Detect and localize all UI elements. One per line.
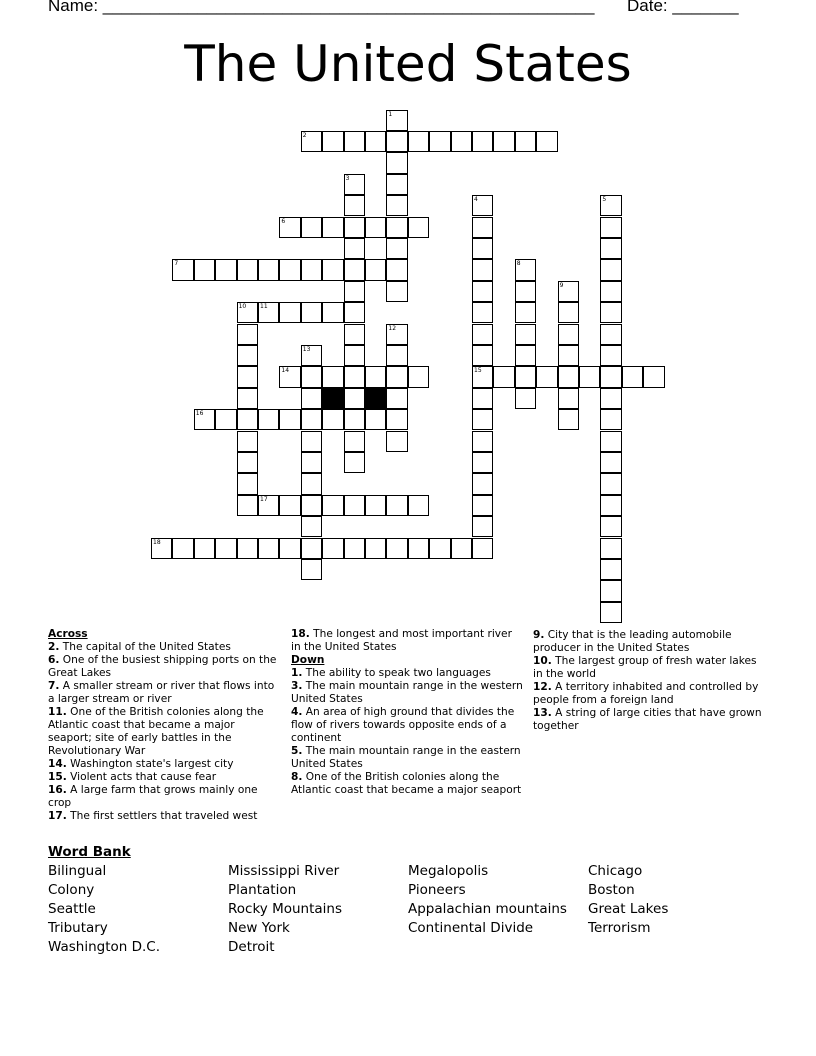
grid-cell[interactable]	[579, 366, 600, 387]
grid-cell[interactable]	[301, 366, 322, 387]
clues-column-1	[48, 628, 280, 823]
page-title: The United States	[184, 35, 632, 93]
grid-cell[interactable]	[301, 473, 322, 494]
grid-cell[interactable]	[322, 217, 343, 238]
grid-cell[interactable]	[386, 366, 407, 387]
grid-cell[interactable]	[386, 324, 407, 345]
date-field-label[interactable]: Date: _______	[627, 0, 739, 15]
grid-cell[interactable]	[301, 538, 322, 559]
clues-column-3	[533, 629, 765, 733]
clue	[533, 681, 765, 707]
clue	[48, 784, 280, 810]
grid-cell[interactable]	[344, 195, 365, 216]
grid-cell[interactable]	[365, 366, 386, 387]
grid-cell[interactable]	[472, 195, 493, 216]
grid-cell[interactable]	[558, 302, 579, 323]
grid-cell[interactable]	[472, 538, 493, 559]
grid-cell[interactable]	[215, 409, 236, 430]
grid-cell[interactable]	[194, 538, 215, 559]
black-cell	[322, 388, 343, 409]
clue	[48, 771, 280, 784]
word-bank-word: Detroit	[228, 939, 275, 955]
grid-cell[interactable]	[493, 366, 514, 387]
word-bank-word: Boston	[588, 882, 635, 898]
clue-number: 2	[302, 131, 307, 139]
grid-cell[interactable]	[472, 324, 493, 345]
clue	[533, 655, 765, 681]
clue-text: An area of high ground that divides the flow of rivers towards opposite ends of a continent	[291, 706, 515, 744]
grid-cell[interactable]	[386, 152, 407, 173]
grid-cell[interactable]	[365, 131, 386, 152]
grid-cell[interactable]	[515, 388, 536, 409]
word-bank-title: Word Bank	[48, 844, 131, 860]
grid-cell[interactable]	[194, 409, 215, 430]
grid-cell[interactable]	[515, 259, 536, 280]
word-bank-word: Plantation	[228, 882, 297, 898]
clue-number: 12	[388, 324, 397, 332]
grid-cell[interactable]	[600, 324, 621, 345]
clue-number: 7	[174, 260, 179, 268]
grid-cell[interactable]	[429, 538, 450, 559]
word-bank-column-1	[48, 862, 160, 957]
grid-cell[interactable]	[472, 345, 493, 366]
grid-cell[interactable]	[344, 452, 365, 473]
grid-cell[interactable]	[279, 538, 300, 559]
grid-cell[interactable]	[536, 366, 557, 387]
grid-cell[interactable]	[600, 409, 621, 430]
grid-cell[interactable]	[600, 366, 621, 387]
down-clue-list	[291, 667, 523, 797]
clue-number: 3	[345, 174, 350, 182]
grid-cell[interactable]	[408, 131, 429, 152]
word-bank-word: Megalopolis	[408, 863, 489, 879]
word-bank-word: Appalachian mountains	[408, 901, 567, 917]
grid-cell[interactable]	[344, 131, 365, 152]
word-bank-word: Seattle	[48, 901, 96, 917]
grid-cell[interactable]	[344, 302, 365, 323]
clue-number: 11	[260, 303, 268, 311]
grid-cell[interactable]	[600, 473, 621, 494]
word-bank-word: Tributary	[48, 920, 108, 936]
grid-cell[interactable]	[386, 388, 407, 409]
clue-number: 8.	[291, 771, 303, 783]
grid-cell[interactable]	[172, 259, 193, 280]
grid-cell[interactable]	[344, 174, 365, 195]
grid-cell[interactable]	[344, 324, 365, 345]
clue-number: 14	[281, 367, 290, 375]
grid-cell[interactable]	[279, 302, 300, 323]
grid-cell[interactable]	[558, 366, 579, 387]
clue-number: 5	[602, 196, 607, 204]
grid-cell[interactable]	[344, 345, 365, 366]
grid-cell[interactable]	[301, 559, 322, 580]
grid-cell[interactable]	[237, 388, 258, 409]
grid-cell[interactable]	[386, 431, 407, 452]
clue-text: The capital of the United States	[59, 641, 231, 653]
grid-cell[interactable]	[322, 302, 343, 323]
grid-cell[interactable]	[344, 238, 365, 259]
grid-cell[interactable]	[279, 495, 300, 516]
grid-cell[interactable]	[386, 259, 407, 280]
word-bank-column-2	[228, 862, 342, 957]
grid-cell[interactable]	[408, 366, 429, 387]
clue-text: The largest group of fresh water lakes in the world	[533, 655, 757, 680]
clue-text: A territory inhabited and controlled by people from a foreign land	[533, 681, 759, 706]
grid-cell[interactable]	[301, 259, 322, 280]
clue-number: 6.	[48, 654, 60, 666]
grid-cell[interactable]	[386, 174, 407, 195]
grid-cell[interactable]	[451, 538, 472, 559]
grid-cell[interactable]	[365, 217, 386, 238]
clue	[291, 680, 523, 706]
grid-cell[interactable]	[600, 195, 621, 216]
grid-cell[interactable]	[408, 495, 429, 516]
grid-cell[interactable]	[536, 131, 557, 152]
grid-cell[interactable]	[386, 195, 407, 216]
clue	[48, 810, 280, 823]
clue-text: Washington state's largest city	[66, 758, 234, 770]
clue-number: 17.	[48, 810, 67, 822]
clue-text: The ability to speak two languages	[302, 667, 491, 679]
across-heading: Across	[48, 628, 88, 640]
grid-cell[interactable]	[237, 473, 258, 494]
grid-cell[interactable]	[365, 495, 386, 516]
grid-cell[interactable]	[344, 431, 365, 452]
grid-cell[interactable]	[322, 409, 343, 430]
grid-cell[interactable]	[600, 259, 621, 280]
grid-cell[interactable]	[365, 259, 386, 280]
clue-number: 13	[302, 345, 311, 353]
word-bank-word: New York	[228, 920, 290, 936]
clue-number: 13.	[533, 707, 552, 719]
grid-cell[interactable]	[600, 516, 621, 537]
grid-cell[interactable]	[258, 409, 279, 430]
grid-cell[interactable]	[472, 281, 493, 302]
clue-number: 15	[474, 367, 482, 375]
grid-cell[interactable]	[172, 538, 193, 559]
across-clue-list-continued	[291, 628, 523, 654]
down-heading: Down	[291, 654, 325, 666]
grid-cell[interactable]	[386, 495, 407, 516]
grid-cell[interactable]	[194, 259, 215, 280]
clue	[291, 628, 523, 654]
word-bank-word: Bilingual	[48, 863, 107, 879]
clue-text: City that is the leading automobile producer in the United States	[533, 629, 732, 654]
grid-cell[interactable]	[344, 281, 365, 302]
word-bank-word: Chicago	[588, 863, 643, 879]
clue-number: 17	[260, 495, 268, 503]
grid-cell[interactable]	[322, 495, 343, 516]
grid-cell[interactable]	[344, 495, 365, 516]
grid-cell[interactable]	[322, 538, 343, 559]
clue-text: One of the busiest shipping ports on the Great Lakes	[48, 654, 277, 679]
grid-cell[interactable]	[600, 388, 621, 409]
grid-cell[interactable]	[344, 366, 365, 387]
clue-number: 9.	[533, 629, 545, 641]
grid-cell[interactable]	[258, 538, 279, 559]
grid-cell[interactable]	[151, 538, 172, 559]
clue-number: 8	[516, 260, 521, 268]
grid-cell[interactable]	[386, 409, 407, 430]
grid-cell[interactable]	[472, 452, 493, 473]
clue	[48, 758, 280, 771]
grid-cell[interactable]	[365, 538, 386, 559]
grid-cell[interactable]	[600, 238, 621, 259]
across-clue-list	[48, 641, 280, 823]
grid-cell[interactable]	[600, 281, 621, 302]
word-bank-word: Pioneers	[408, 882, 466, 898]
clue-number: 4	[474, 196, 478, 204]
word-bank-word: Washington D.C.	[48, 939, 161, 955]
grid-cell[interactable]	[600, 538, 621, 559]
grid-cell[interactable]	[600, 580, 621, 601]
grid-cell[interactable]	[558, 324, 579, 345]
grid-cell[interactable]	[344, 217, 365, 238]
word-bank-column-4	[588, 862, 668, 938]
grid-cell[interactable]	[600, 452, 621, 473]
grid-cell[interactable]	[237, 259, 258, 280]
clue	[533, 707, 765, 733]
clue-number: 16	[195, 410, 204, 418]
grid-cell[interactable]	[237, 452, 258, 473]
clue-number: 12.	[533, 681, 552, 693]
grid-cell[interactable]	[237, 366, 258, 387]
grid-cell[interactable]	[600, 431, 621, 452]
grid-cell[interactable]	[258, 259, 279, 280]
word-bank-word: Terrorism	[588, 920, 651, 936]
clue-text: The first settlers that traveled west	[66, 810, 258, 822]
clue-text: A large farm that grows mainly one crop	[48, 784, 258, 809]
grid-cell[interactable]	[237, 345, 258, 366]
grid-cell[interactable]	[301, 516, 322, 537]
grid-cell[interactable]	[279, 259, 300, 280]
grid-cell[interactable]	[472, 238, 493, 259]
clue-text: One of the British colonies along the Atlantic coast that became a major seaport	[291, 771, 522, 796]
clue-number: 18	[153, 538, 161, 546]
grid-cell[interactable]	[600, 345, 621, 366]
grid-cell[interactable]	[386, 131, 407, 152]
clue	[533, 629, 765, 655]
grid-cell[interactable]	[237, 409, 258, 430]
grid-cell[interactable]	[258, 302, 279, 323]
grid-cell[interactable]	[301, 431, 322, 452]
grid-cell[interactable]	[386, 217, 407, 238]
grid-cell[interactable]	[386, 110, 407, 131]
grid-cell[interactable]	[493, 131, 514, 152]
grid-cell[interactable]	[344, 259, 365, 280]
grid-cell[interactable]	[279, 409, 300, 430]
grid-cell[interactable]	[301, 217, 322, 238]
grid-cell[interactable]	[301, 409, 322, 430]
word-bank-word: Continental Divide	[408, 920, 534, 936]
grid-cell[interactable]	[600, 495, 621, 516]
grid-cell[interactable]	[515, 131, 536, 152]
grid-cell[interactable]	[472, 217, 493, 238]
grid-cell[interactable]	[237, 538, 258, 559]
clue	[48, 654, 280, 680]
grid-cell[interactable]	[472, 366, 493, 387]
grid-cell[interactable]	[472, 409, 493, 430]
grid-cell[interactable]	[237, 431, 258, 452]
clue	[48, 706, 280, 758]
grid-cell[interactable]	[643, 366, 664, 387]
word-bank-word: Great Lakes	[588, 901, 669, 917]
clue-text: A smaller stream or river that flows into a larger stream or river	[48, 680, 275, 705]
grid-cell[interactable]	[215, 538, 236, 559]
black-cell	[365, 388, 386, 409]
word-bank-word: Rocky Mountains	[228, 901, 342, 917]
clue-number: 15.	[48, 771, 67, 783]
clue	[48, 680, 280, 706]
clue-text: One of the British colonies along the Atlantic coast that became a major seaport; site of early battles in the Revolutionary War	[48, 706, 264, 757]
clue	[291, 771, 523, 797]
grid-cell[interactable]	[600, 559, 621, 580]
grid-cell[interactable]	[237, 302, 258, 323]
grid-cell[interactable]	[558, 281, 579, 302]
clue-number: 5.	[291, 745, 303, 757]
grid-cell[interactable]	[515, 345, 536, 366]
down-clue-list-continued	[533, 629, 765, 733]
grid-cell[interactable]	[558, 345, 579, 366]
clue	[291, 745, 523, 771]
clue	[291, 667, 523, 680]
grid-cell[interactable]	[600, 602, 621, 623]
clue-number: 3.	[291, 680, 303, 692]
grid-cell[interactable]	[622, 366, 643, 387]
clue-number: 11.	[48, 706, 67, 718]
name-field-label[interactable]: Name: ____________________________________________________	[48, 0, 595, 15]
grid-cell[interactable]	[408, 538, 429, 559]
grid-cell[interactable]	[472, 495, 493, 516]
grid-cell[interactable]	[322, 259, 343, 280]
grid-cell[interactable]	[515, 302, 536, 323]
clue-text: The longest and most important river in the United States	[291, 628, 512, 653]
grid-cell[interactable]	[215, 259, 236, 280]
clue-text: Violent acts that cause fear	[66, 771, 217, 783]
grid-cell[interactable]	[558, 388, 579, 409]
grid-cell[interactable]	[344, 388, 365, 409]
grid-cell[interactable]	[515, 324, 536, 345]
word-bank-word: Mississippi River	[228, 863, 340, 879]
grid-cell[interactable]	[386, 538, 407, 559]
grid-cell[interactable]	[279, 217, 300, 238]
grid-cell[interactable]	[472, 473, 493, 494]
grid-cell[interactable]	[344, 409, 365, 430]
grid-cell[interactable]	[322, 366, 343, 387]
grid-cell[interactable]	[301, 388, 322, 409]
grid-cell[interactable]	[472, 388, 493, 409]
grid-cell[interactable]	[515, 366, 536, 387]
grid-cell[interactable]	[258, 495, 279, 516]
grid-cell[interactable]	[600, 217, 621, 238]
clue-number: 16.	[48, 784, 67, 796]
clue-number: 9	[559, 281, 564, 289]
grid-cell[interactable]	[600, 302, 621, 323]
clue-number: 1	[388, 110, 393, 118]
grid-cell[interactable]	[301, 495, 322, 516]
clue-number: 10.	[533, 655, 552, 667]
clue-number: 6	[281, 217, 286, 225]
word-bank-column-3	[408, 862, 567, 938]
grid-cell[interactable]	[386, 281, 407, 302]
grid-cell[interactable]	[472, 302, 493, 323]
clue-number: 18.	[291, 628, 310, 640]
grid-cell[interactable]	[301, 131, 322, 152]
grid-cell[interactable]	[408, 217, 429, 238]
grid-cell[interactable]	[429, 131, 450, 152]
grid-cell[interactable]	[301, 302, 322, 323]
grid-cell[interactable]	[301, 452, 322, 473]
grid-cell[interactable]	[365, 409, 386, 430]
grid-cell[interactable]	[472, 431, 493, 452]
clue	[291, 706, 523, 745]
grid-cell[interactable]	[558, 409, 579, 430]
grid-cell[interactable]	[472, 259, 493, 280]
grid-cell[interactable]	[301, 345, 322, 366]
clue-number: 7.	[48, 680, 60, 692]
grid-cell[interactable]	[386, 238, 407, 259]
grid-cell[interactable]	[515, 281, 536, 302]
clue	[48, 641, 280, 654]
clue-number: 1.	[291, 667, 303, 679]
clue-number: 2.	[48, 641, 60, 653]
grid-cell[interactable]	[472, 131, 493, 152]
grid-cell[interactable]	[279, 366, 300, 387]
grid-cell[interactable]	[237, 324, 258, 345]
clue-text: The main mountain range in the western United States	[291, 680, 523, 705]
clue-number: 10	[238, 303, 247, 311]
clue-text: A string of large cities that have grown together	[533, 707, 762, 732]
grid-cell[interactable]	[237, 495, 258, 516]
clue-text: The main mountain range in the eastern United States	[291, 745, 521, 770]
grid-cell[interactable]	[451, 131, 472, 152]
grid-cell[interactable]	[344, 538, 365, 559]
grid-cell[interactable]	[322, 131, 343, 152]
clues-column-2	[291, 628, 523, 797]
clue-number: 4.	[291, 706, 303, 718]
grid-cell[interactable]	[386, 345, 407, 366]
clue-number: 14.	[48, 758, 67, 770]
word-bank-word: Colony	[48, 882, 95, 898]
grid-cell[interactable]	[472, 516, 493, 537]
